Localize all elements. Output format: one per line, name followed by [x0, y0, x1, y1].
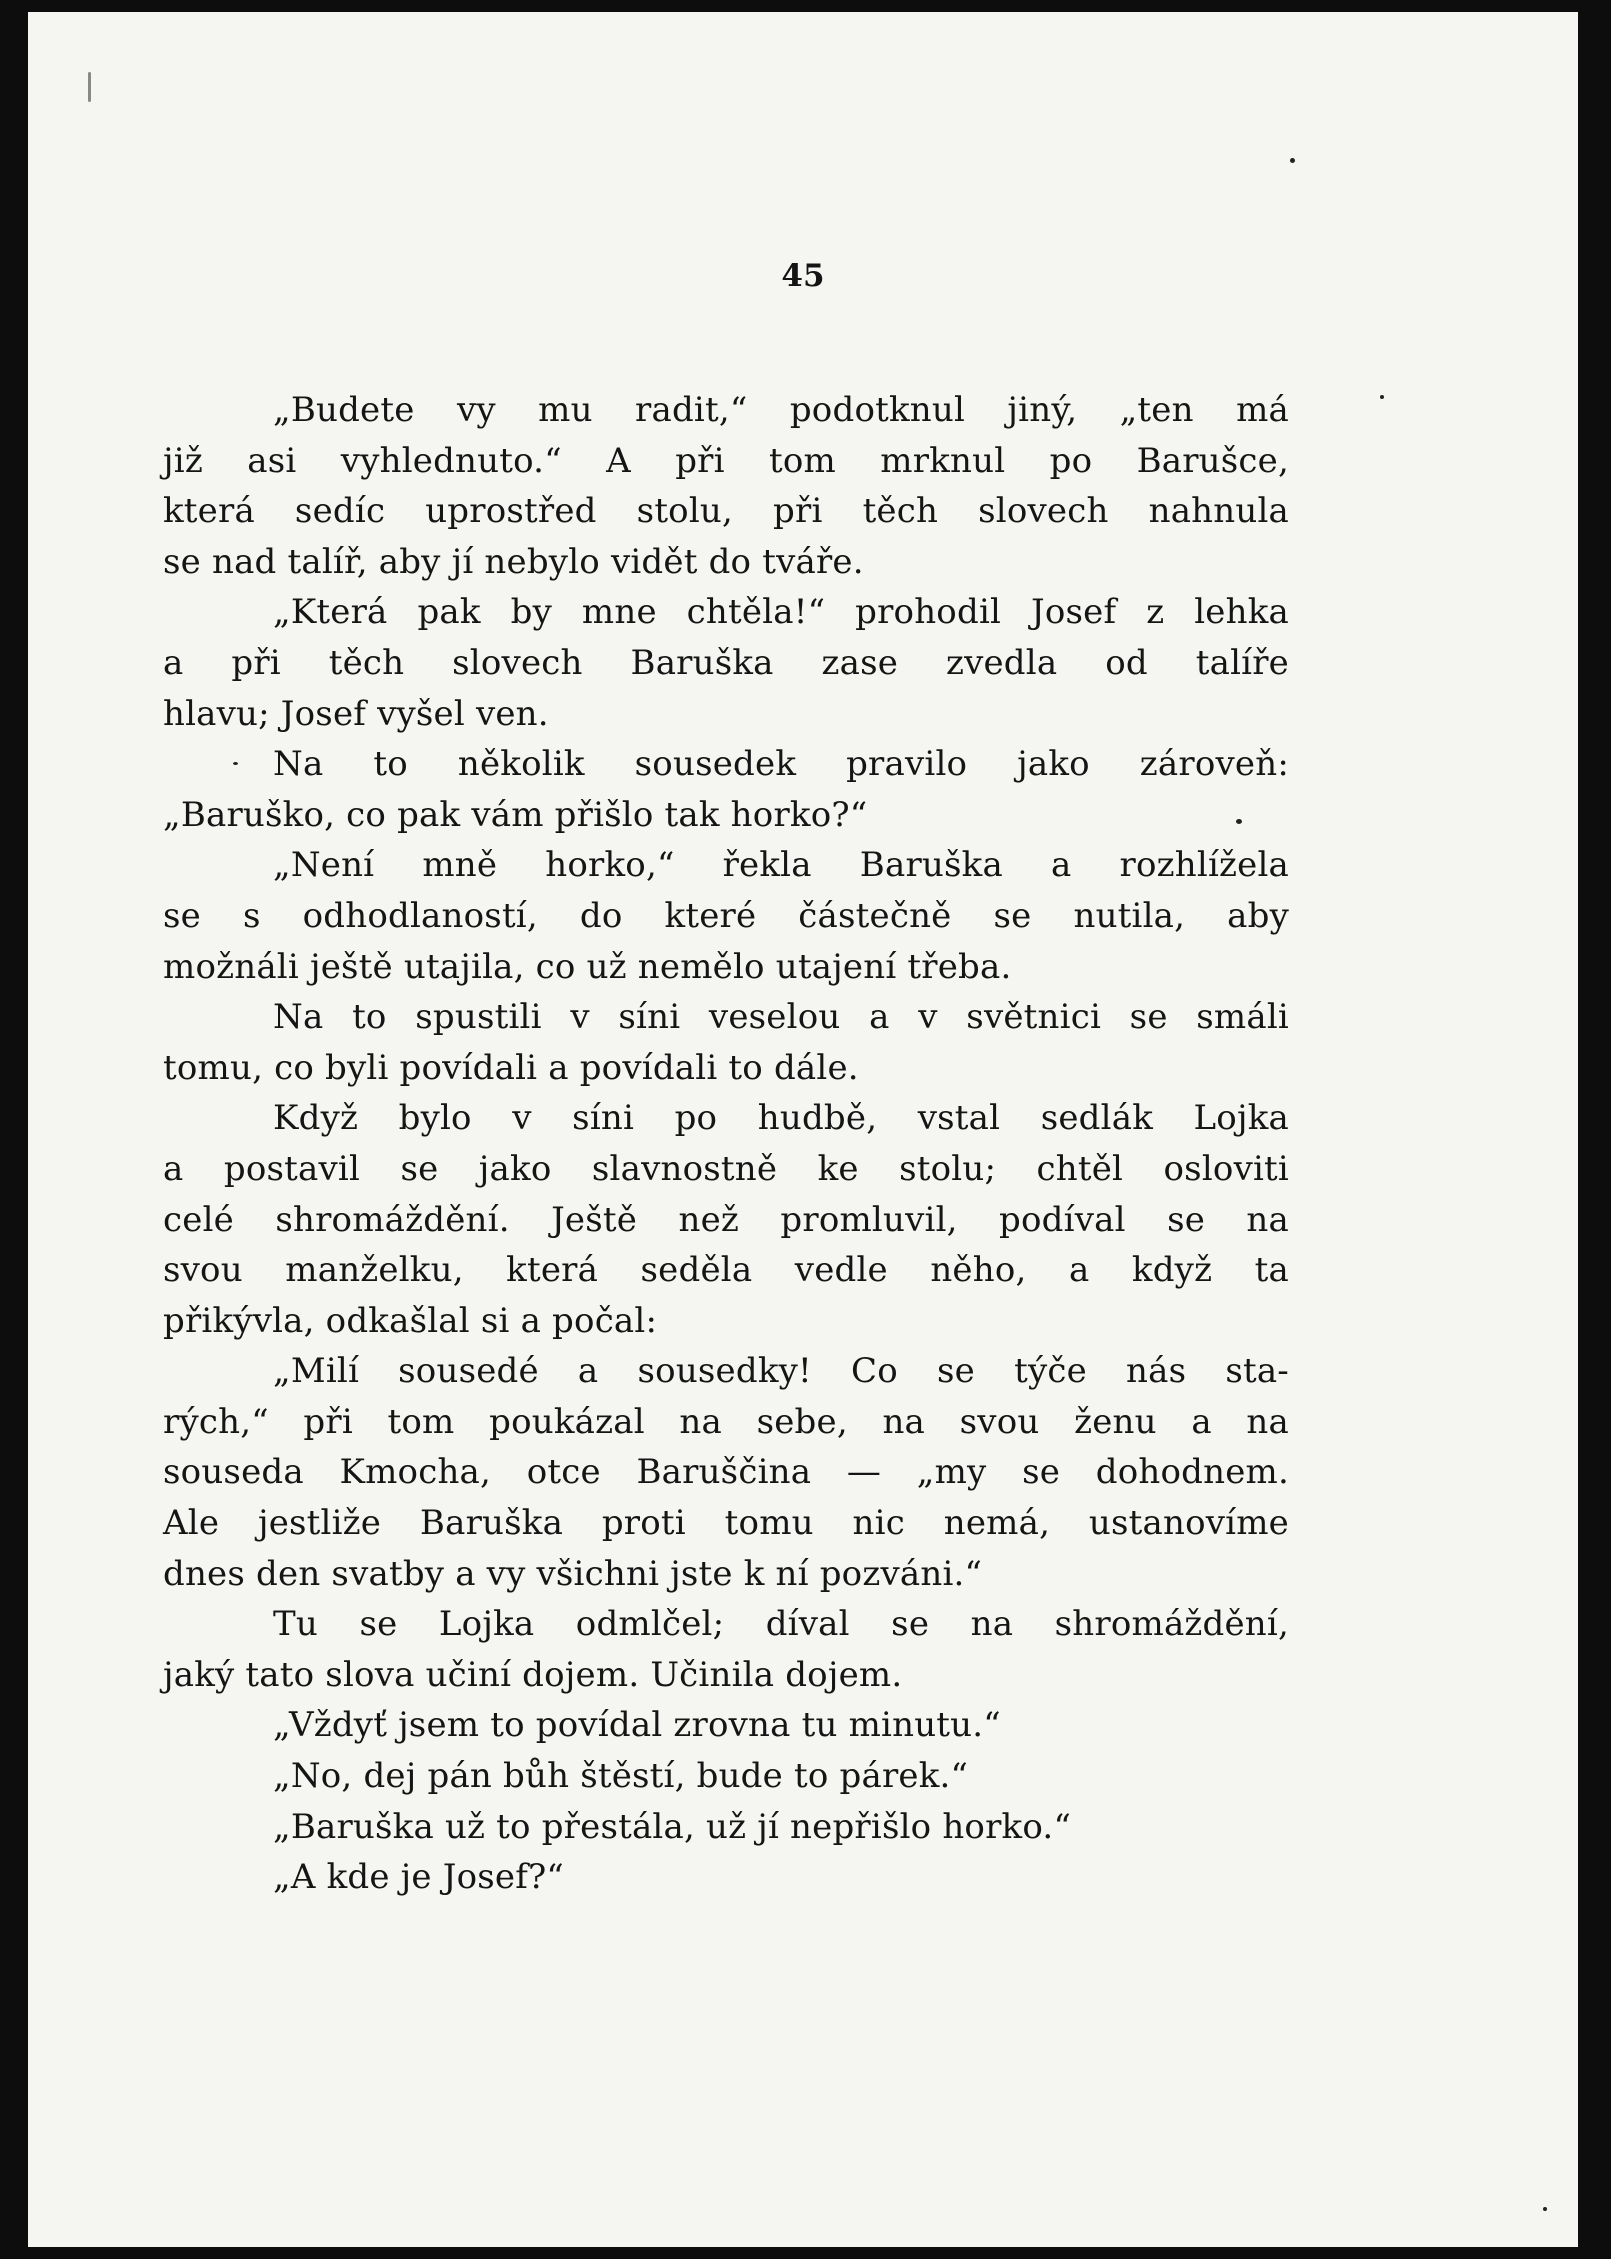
text-line: „Baruško, co pak vám přišlo tak horko?“ — [163, 794, 868, 835]
text-line: jaký tato slova učiní dojem. Učinila dojem. — [163, 1654, 903, 1695]
text-line: tomu, co byli povídali a povídali to dále. — [163, 1047, 859, 1088]
text-line: souseda Kmocha, otce Baruščina — „my se dohodnem. — [163, 1452, 1289, 1493]
text-line: celé shromáždění. Ještě než promluvil, podíval se na — [163, 1199, 1289, 1240]
print-speck — [233, 762, 238, 765]
text-line: „A kde je Josef?“ — [273, 1857, 565, 1898]
text-line: dnes den svatby a vy všichni jste k ní pozváni.“ — [163, 1553, 983, 1594]
text-line: a postavil se jako slavnostně ke stolu; chtěl osloviti — [163, 1148, 1289, 1189]
text-line: možnáli ještě utajila, co už nemělo utajení třeba. — [163, 946, 1012, 987]
text-line: Na to spustili v síni veselou a v světnici se smáli — [273, 997, 1289, 1038]
text-line: hlavu; Josef vyšel ven. — [163, 693, 549, 734]
page-text-body — [163, 385, 1289, 1903]
text-line: „Milí sousedé a sousedky! Co se týče nás sta- — [273, 1351, 1289, 1392]
text-line: „Která pak by mne chtěla!“ prohodil Josef z lehka — [273, 592, 1289, 633]
text-line: svou manželku, která seděla vedle něho, a když ta — [163, 1250, 1289, 1291]
text-line: již asi vyhlednuto.“ A při tom mrknul po Barušce, — [163, 440, 1289, 481]
text-line: „Baruška už to přestála, už jí nepřišlo horko.“ — [273, 1806, 1072, 1847]
text-line: a při těch slovech Baruška zase zvedla od talíře — [163, 642, 1289, 683]
text-line: Když bylo v síni po hudbě, vstal sedlák Lojka — [273, 1098, 1289, 1139]
print-speck — [88, 72, 91, 102]
text-line: Ale jestliže Baruška proti tomu nic nemá, ustanovíme — [163, 1503, 1289, 1544]
print-speck — [1290, 158, 1295, 163]
text-line: „Není mně horko,“ řekla Baruška a rozhlížela — [273, 845, 1289, 886]
text-line: se s odhodlaností, do které částečně se nutila, aby — [163, 895, 1289, 936]
text-line: která sedíc uprostřed stolu, při těch slovech nahnula — [163, 491, 1289, 532]
text-line: Tu se Lojka odmlčel; díval se na shromáždění, — [273, 1604, 1289, 1645]
text-line: „Budete vy mu radit,“ podotknul jiný, „ten má — [273, 390, 1289, 430]
print-speck — [1380, 395, 1384, 399]
text-line: Na to několik sousedek pravilo jako zároveň: — [273, 744, 1289, 785]
text-line: „No, dej pán bůh štěstí, bude to párek.“ — [273, 1756, 969, 1797]
print-speck — [1236, 819, 1242, 824]
print-speck — [1543, 2207, 1547, 2211]
text-line: rých,“ při tom poukázal na sebe, na svou ženu a na — [163, 1401, 1289, 1442]
book-page — [28, 12, 1578, 2247]
text-line: „Vždyť jsem to povídal zrovna tu minutu.“ — [273, 1705, 1001, 1746]
page-number: 45 — [781, 258, 825, 294]
text-line: se nad talíř, aby jí nebylo vidět do tváře. — [163, 541, 864, 582]
text-line: přikývla, odkašlal si a počal: — [163, 1300, 658, 1341]
